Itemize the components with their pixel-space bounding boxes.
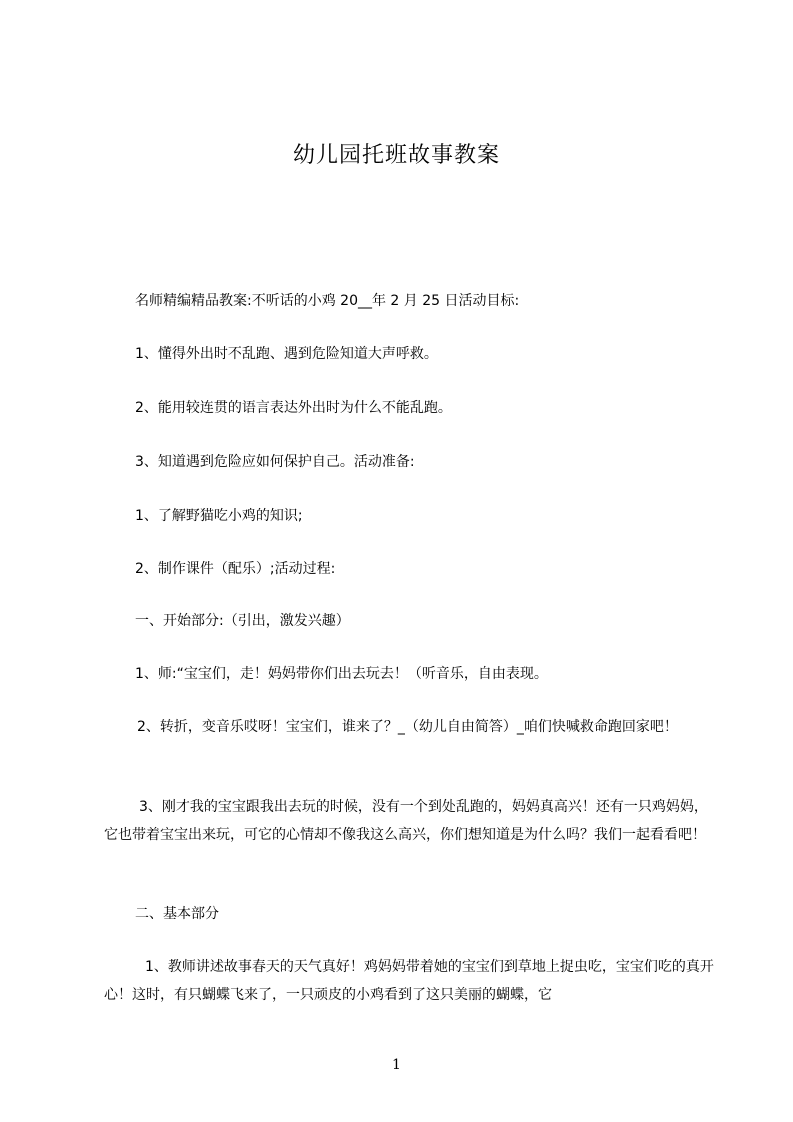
- story-paragraph: 1、教师讲述故事春天的天气真好！鸡妈妈带着她的宝宝们到草地上捉虫吃，宝宝们吃的真开心！这时，有只蝴蝶飞来了，一只顽皮的小鸡看到了这只美丽的蝴蝶，它: [104, 959, 714, 1003]
- step-1: 1、师:“宝宝们，走！妈妈带你们出去玩去！（听音乐，自由表现。: [135, 666, 548, 682]
- step-3: 3、刚才我的宝宝跟我出去玩的时候，没有一个到处乱跑的，妈妈真高兴！还有一只鸡妈妈，它也带着宝宝出来玩，可它的心情却不像我这么高兴，你们想知道是为什么吗？我们一起看看吧！: [104, 799, 708, 843]
- preparation-1: 1、了解野猫吃小鸡的知识;: [135, 508, 303, 524]
- objective-3: 3、知道遇到危险应如何保护自己。活动准备:: [135, 454, 415, 470]
- step-2: 2、转折，变音乐哎呀！宝宝们，谁来了？_（幼儿自由简答）_咱们快喊救命跑回家吧！: [137, 719, 678, 735]
- document-title: 幼儿园托班故事教案: [292, 143, 500, 168]
- section-heading-2: 二、基本部分: [135, 906, 219, 922]
- intro-paragraph: 名师精编精品教案:不听话的小鸡 20__年 2 月 25 日活动目标:: [135, 293, 520, 309]
- section-heading-1: 一、开始部分:（引出，激发兴趣）: [135, 613, 350, 629]
- objective-2: 2、能用较连贯的语言表达外出时为什么不能乱跑。: [135, 400, 452, 416]
- preparation-2: 2、制作课件（配乐）;活动过程:: [135, 561, 336, 577]
- page-number: 1: [392, 1057, 401, 1073]
- objective-1: 1、懂得外出时不乱跑、遇到危险知道大声呼救。: [135, 346, 438, 362]
